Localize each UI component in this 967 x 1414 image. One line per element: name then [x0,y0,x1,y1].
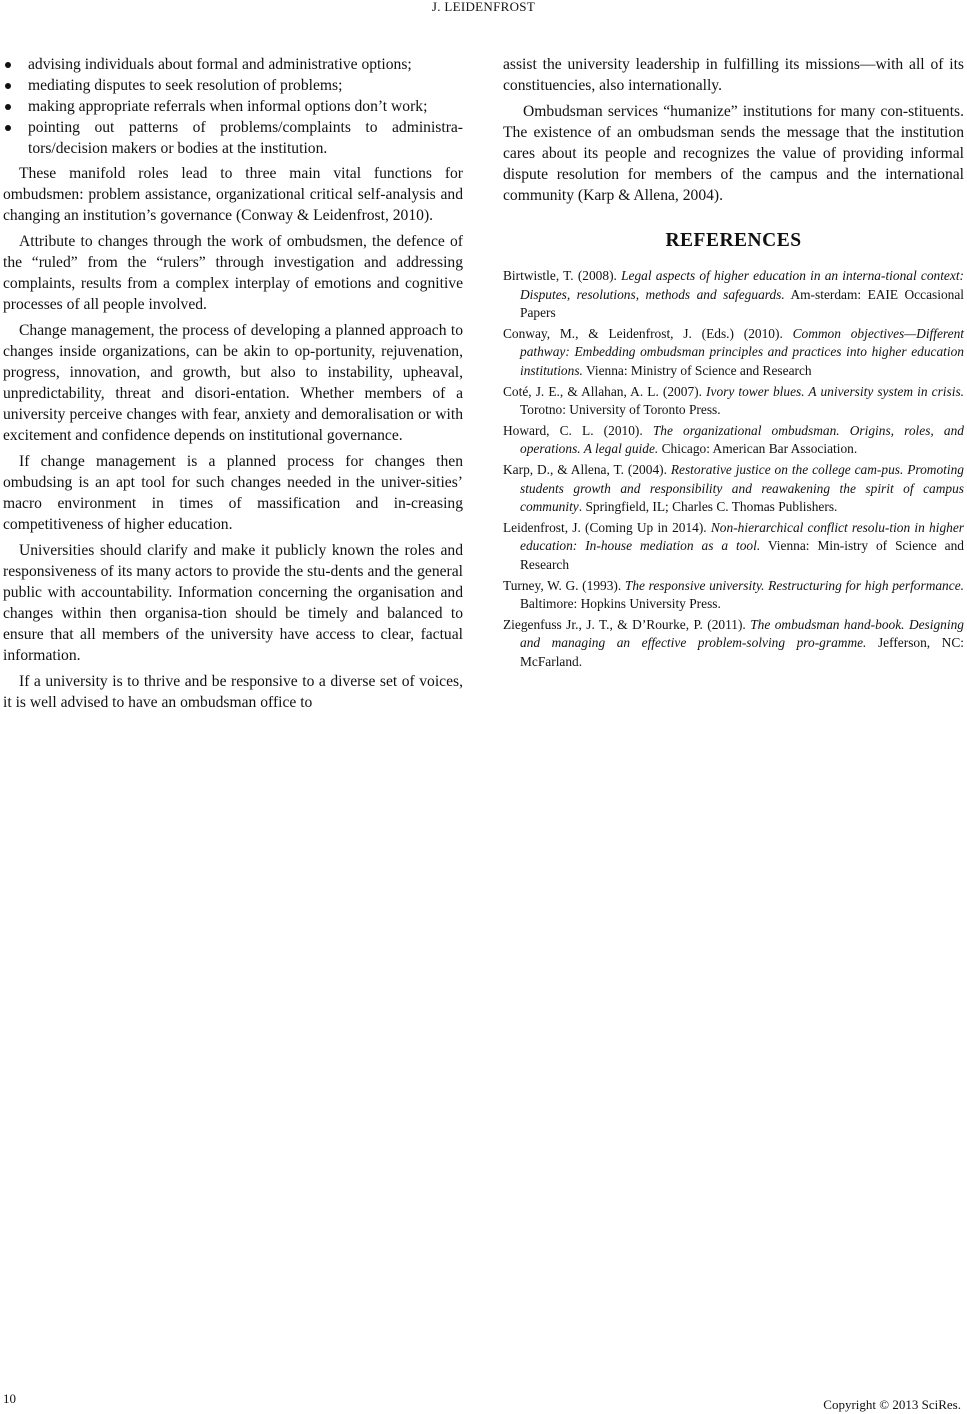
reference-title: Common objectives—Different pathway: Embedding ombudsman principles and practices into higher education institutions. [520,325,964,378]
body-paragraph: assist the university leadership in fulfilling its missions—with all of its constituencies, also internationally. [503,56,964,94]
reference-authors: Ziegenfuss Jr., J. T., & D’Rourke, P. (2011). [503,616,751,632]
body-paragraph: Attribute to changes through the work of ombudsmen, the defence of the “ruled” from the “rulers” through investigation and addressing complaints, results from a complex interplay of emotions and cognitive processes of all people involved. [3,233,463,313]
left-column [3,54,463,718]
reference-publisher: . Springfield, IL; Charles C. Thomas Publishers. [578,499,838,515]
reference-title: The responsive university. Restructuring for high performance. [624,577,964,593]
bullet-icon [5,83,11,89]
bullet-icon [5,104,11,110]
reference-entry [503,461,964,517]
body-paragraph: If a university is to thrive and be responsive to a diverse set of voices, it is well advised to have an ombudsman office to [3,673,463,711]
bullet-text: mediating disputes to seek resolution of problems; [28,77,343,94]
bullet-item [3,75,463,96]
reference-title: The organizational ombudsman. Origins, roles, and operations. A legal guide. [520,422,964,457]
bullet-item [3,96,463,117]
body-paragraph: If change management is a planned process for changes then ombudsing is an apt tool for such changes needed in the univer-sities’ macro environment in times of massification and in-creasing competitiveness of higher education. [3,453,463,533]
reference-entry [503,422,964,459]
reference-title: Legal aspects of higher education in an interna-tional context: Disputes, resolutions, methods and safeguards. [520,268,965,302]
references-heading: REFERENCES [665,230,802,251]
reference-entry [503,519,964,575]
reference-title: The ombudsman hand-book. Designing and managing an effective problem-solving pro-gramme. [520,616,964,651]
page-number: 10 [3,1391,16,1406]
reference-title: Ivory tower blues. A university system in crisis. [706,383,965,399]
reference-publisher: Jefferson, NC: McFarland. [520,635,965,669]
reference-title: Non-hierarchical conflict resolu-tion in higher education: In-house mediation as a tool. [520,519,964,554]
bullet-text: making appropriate referrals when informal options don’t work; [28,98,428,115]
bullet-icon [5,62,11,68]
reference-authors: Leidenfrost, J. (Coming Up in 2014). [503,519,711,535]
reference-publisher: Torotno: University of Toronto Press. [520,402,721,418]
reference-title: Restorative justice on the college cam-pus. Promoting students growth and responsibility and reawakening the spirit of campus community [520,461,964,515]
reference-entry [503,267,964,323]
reference-publisher: Chicago: American Bar Association. [658,441,858,457]
body-paragraph: Universities should clarify and make it publicly known the roles and responsiveness of its many actors to provide the stu-dents and the general public with accountability. Information concerning the organisation and changes within then organisa-tion should be timely and balanced to ensure that all members of the university have access to clear, factual information. [3,542,463,664]
reference-entry [503,577,964,614]
body-paragraph: Change management, the process of developing a planned approach to changes inside organizations, can be akin to op-portunity, rejuvenation, progress, innovation, and growth, but also to instability, upheaval, unpredictability, threat and disori-entation. Whether members of a university perceive changes with fear, anxiety and demoralisation or with excitement and confidence depends on institutional governance. [3,322,463,444]
reference-publisher: Baltimore: Hopkins University Press. [520,596,721,612]
copyright-notice: Copyright © 2013 SciRes. [823,1397,961,1412]
bullet-item [3,54,463,75]
body-paragraph: These manifold roles lead to three main vital functions for ombudsmen: problem assistance, organizational critical self-analysis and changing an institution’s governance (Conway & Leidenfrost, 2010). [3,165,463,224]
reference-authors: Coté, J. E., & Allahan, A. L. (2007). [503,383,707,399]
reference-authors: Howard, C. L. (2010). [503,422,653,438]
reference-entry [503,383,964,420]
reference-entry [503,616,964,672]
reference-authors: Conway, M., & Leidenfrost, J. (Eds.) (2010). [503,325,793,341]
reference-authors: Birtwistle, T. (2008). [503,268,622,283]
body-paragraph: Ombudsman services “humanize” institutions for many con-stituents. The existence of an ombudsman sends the message that the institution cares about its people and recognizes the value of providing informal dispute resolution for members of the campus and the international community (Karp & Allena, 2004). [503,103,964,204]
bullet-text: advising individuals about formal and administrative options; [28,56,412,73]
bullet-item [3,117,463,159]
reference-list [503,267,964,671]
bullet-text: pointing out patterns of problems/complaints to administra-tors/decision makers or bodies at the institution. [28,119,463,157]
reference-authors: Karp, D., & Allena, T. (2004). [503,461,671,477]
bullet-icon [5,125,11,131]
reference-entry [503,325,964,381]
reference-authors: Turney, W. G. (1993). [503,577,625,593]
reference-publisher: Vienna: Ministry of Science and Research [582,362,812,378]
right-column [503,54,964,673]
running-head: J. LEIDENFROST [431,0,536,14]
reference-publisher: Am-sterdam: EAIE Occasional Papers [520,286,964,321]
reference-publisher: Vienna: Min-istry of Science and Research [520,538,964,572]
role-bullet-list [3,54,463,159]
